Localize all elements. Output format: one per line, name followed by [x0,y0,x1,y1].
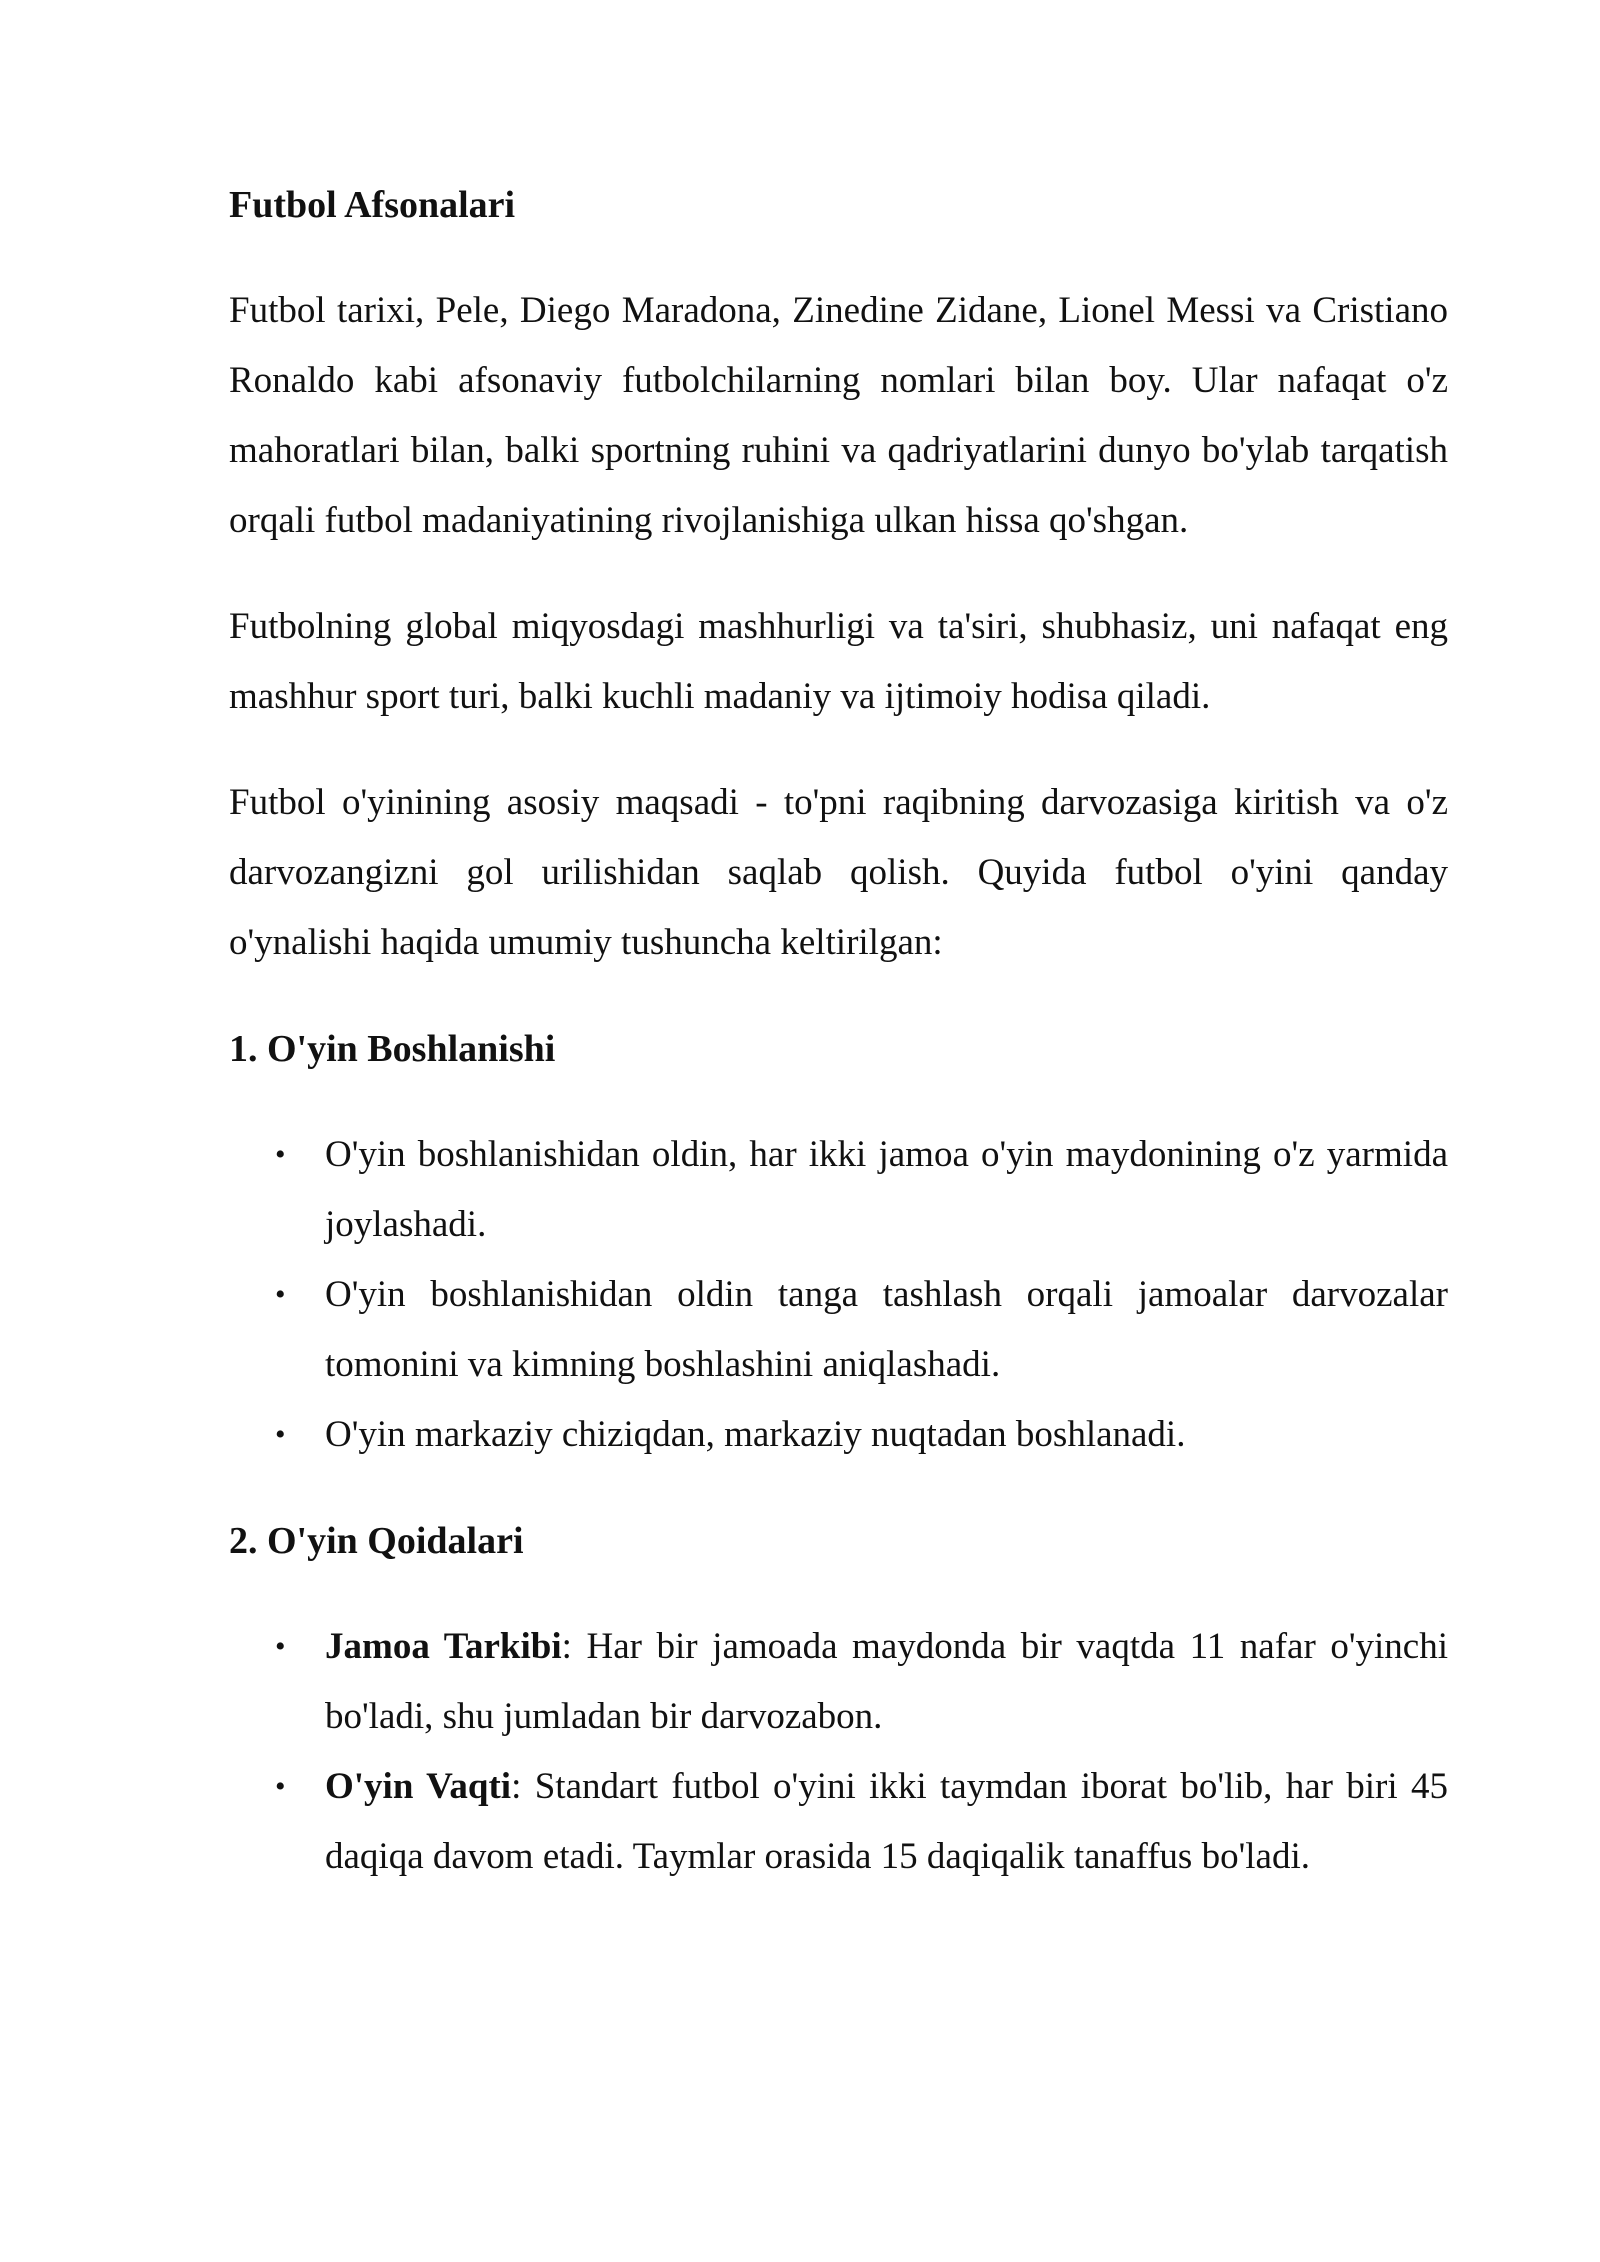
bullet-icon: • [275,1418,286,1451]
list-item-text: O'yin boshlanishidan oldin tanga tashlash orqali jamoalar darvozalar tomonini va kimning boshlashini aniqlashadi. [325,1274,1448,1385]
list-item [229,1400,1448,1470]
paragraph-intro: Futbol tarixi, Pele, Diego Maradona, Zinedine Zidane, Lionel Messi va Cristiano Ronaldo kabi afsonaviy futbolchilarning nomlari bilan boy. Ular nafaqat o'z mahoratlari bilan, balki sportning ruhini va qadriyatlarini dunyo bo'ylab tarqatish orqali futbol madaniyatining rivojlanishiga ulkan hissa qo'shgan. [229,290,1448,541]
section-heading-start: 1. O'yin Boshlanishi [229,1028,556,1070]
list-item [229,1612,1448,1752]
list-item [229,1752,1448,1892]
paragraph-popularity: Futbolning global miqyosdagi mashhurligi va ta'siri, shubhasiz, uni nafaqat eng mashhur sport turi, balki kuchli madaniy va ijtimoiy hodisa qiladi. [229,606,1448,717]
section-heading-rules: 2. O'yin Qoidalari [229,1520,524,1562]
list-item-text: : Har bir jamoada maydonda bir vaqtda 11 nafar o'yinchi bo'ladi, shu jumladan bir darvozabon. [325,1626,1448,1737]
document-title: Futbol Afsonalari [229,184,516,226]
list-item-term: O'yin Vaqti [325,1766,512,1807]
list-item-term: Jamoa Tarkibi [325,1626,562,1667]
list-item [229,1260,1448,1400]
paragraph-objective: Futbol o'yinining asosiy maqsadi - to'pni raqibning darvozasiga kiritish va o'z darvozangizni gol urilishidan saqlab qolish. Quyida futbol o'yini qanday o'ynalishi haqida umumiy tushuncha keltirilgan: [229,782,1448,963]
list-item-text: O'yin boshlanishidan oldin, har ikki jamoa o'yin maydonining o'z yarmida joylashadi. [325,1134,1448,1245]
list-item-text: O'yin markaziy chiziqdan, markaziy nuqtadan boshlanadi. [325,1414,1186,1455]
bullet-list-rules [229,1612,1448,1892]
document-page [229,170,1448,1928]
list-item [229,1120,1448,1260]
bullet-icon: • [275,1278,286,1311]
list-item-text: : Standart futbol o'yini ikki taymdan iborat bo'lib, har biri 45 daqiqa davom etadi. Taymlar orasida 15 daqiqalik tanaffus bo'ladi. [325,1766,1448,1877]
bullet-icon: • [275,1770,286,1803]
bullet-list-start [229,1120,1448,1470]
bullet-icon: • [275,1138,286,1171]
bullet-icon: • [275,1630,286,1663]
